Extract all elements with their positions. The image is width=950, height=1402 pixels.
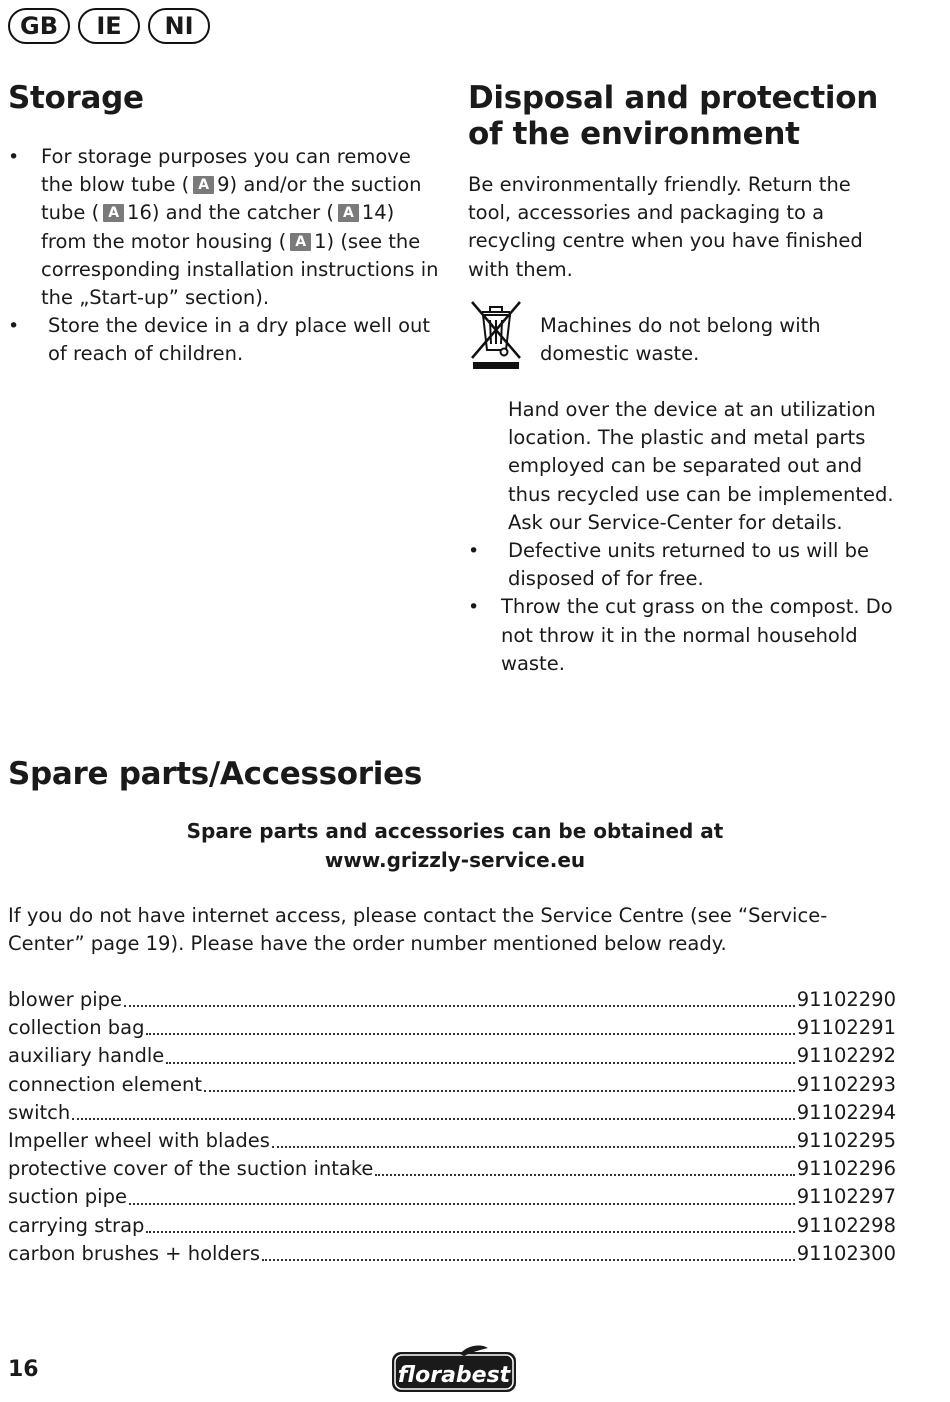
dot-leader <box>72 1117 794 1120</box>
part-order-number: 91102291 <box>796 1016 896 1040</box>
storage-bullet-remove-parts <box>8 143 444 312</box>
part-order-number: 91102290 <box>796 988 896 1011</box>
dot-leader <box>129 1202 795 1205</box>
disposal-bullet-compost: • Throw the cut grass on the compost. Do not throw it in the normal household waste. <box>468 593 900 678</box>
parts-list-row <box>8 986 896 1014</box>
disposal-heading-line2: of the environment <box>468 116 800 152</box>
part-order-number: 91102298 <box>796 1213 896 1237</box>
dot-leader <box>146 1032 794 1035</box>
storage-heading: Storage <box>8 80 144 116</box>
figure-ref-badge: A <box>103 204 124 222</box>
parts-list-row <box>8 1127 896 1155</box>
dot-leader <box>146 1230 794 1233</box>
storage-text: 1) (see the corresponding installation instructions in the „Start-up” section). <box>41 229 439 310</box>
part-order-number: 91102300 <box>796 1241 896 1265</box>
crossed-out-wheelie-bin-icon <box>468 298 524 370</box>
parts-list-row <box>8 1042 896 1070</box>
disposal-list <box>468 537 900 678</box>
dot-leader <box>375 1173 794 1176</box>
part-order-number: 91102293 <box>796 1072 896 1096</box>
parts-list-row <box>8 1099 896 1127</box>
storage-text: For storage purposes you can remove the blow tube ( <box>41 145 411 197</box>
part-name: protective cover of the suction intake <box>8 1157 374 1181</box>
spare-parts-obtain-line: Spare parts and accessories can be obtained at <box>186 819 724 843</box>
part-name: switch <box>8 1100 71 1124</box>
parts-list-row <box>8 1014 896 1042</box>
parts-list-row <box>8 1183 896 1211</box>
part-name: suction pipe <box>8 1185 127 1209</box>
language-badges <box>8 8 210 44</box>
part-order-number: 91102296 <box>796 1157 896 1181</box>
lang-badge-ie: IE <box>78 8 140 44</box>
disposal-intro: Be environmentally friendly. Return the tool, accessories and packaging to a recycling centre when you have finished with them. <box>468 173 863 281</box>
part-name: Impeller wheel with blades <box>8 1129 270 1153</box>
part-order-number: 91102294 <box>796 1100 896 1124</box>
service-website-link[interactable]: www.grizzly-service.eu <box>324 848 586 872</box>
part-name: carrying strap <box>8 1213 145 1237</box>
storage-bullet-dry-place: • Store the device in a dry place well out of reach of children. <box>8 312 444 368</box>
part-order-number: 91102295 <box>796 1129 896 1153</box>
storage-text: 9) and/or the suction tube ( <box>41 173 422 225</box>
dot-leader <box>124 1004 795 1007</box>
figure-ref-badge: A <box>338 204 359 222</box>
dot-leader <box>272 1145 795 1148</box>
part-name: collection bag <box>8 1016 145 1040</box>
part-order-number: 91102297 <box>796 1185 896 1209</box>
parts-list-row <box>8 1240 896 1268</box>
parts-list-row <box>8 1155 896 1183</box>
parts-list-row <box>8 1212 896 1240</box>
disposal-heading-line1: Disposal and protection <box>468 80 878 116</box>
part-name: blower pipe <box>8 988 123 1011</box>
part-order-number: 91102292 <box>796 1044 896 1068</box>
handover-text: Hand over the device at an utilization location. The plastic and metal parts employed can be separated out and thus recycled use can be implemented. Ask our Service-Center for details. <box>508 398 894 534</box>
spare-parts-heading: Spare parts/Accessories <box>8 756 422 792</box>
figure-ref-badge: A <box>193 176 214 194</box>
dot-leader <box>204 1089 795 1092</box>
dot-leader <box>262 1258 795 1261</box>
brand-wordmark: florabest <box>397 1363 511 1388</box>
storage-text: 16) and the catcher ( <box>127 201 334 225</box>
lang-badge-ni: NI <box>148 8 210 44</box>
page-number: 16 <box>8 1357 39 1382</box>
part-name: auxiliary handle <box>8 1044 165 1068</box>
part-name: carbon brushes + holders <box>8 1241 260 1265</box>
parts-list <box>8 986 896 1268</box>
part-name: connection element <box>8 1072 203 1096</box>
florabest-logo <box>390 1344 518 1396</box>
parts-list-row <box>8 1071 896 1099</box>
contact-info: If you do not have internet access, please contact the Service Centre (see “Service-Center” page 19). Please have the order number mentioned below ready. <box>8 904 828 956</box>
weee-notice: Machines do not belong with domestic waste. <box>540 314 821 366</box>
disposal-heading <box>468 80 878 152</box>
figure-ref-badge: A <box>290 233 311 251</box>
dot-leader <box>166 1061 794 1064</box>
lang-badge-gb: GB <box>8 8 70 44</box>
storage-list <box>8 143 444 369</box>
disposal-bullet-defective-units: • Defective units returned to us will be disposed of for free. <box>468 537 900 593</box>
storage-text: 14) from the motor housing ( <box>41 201 395 253</box>
